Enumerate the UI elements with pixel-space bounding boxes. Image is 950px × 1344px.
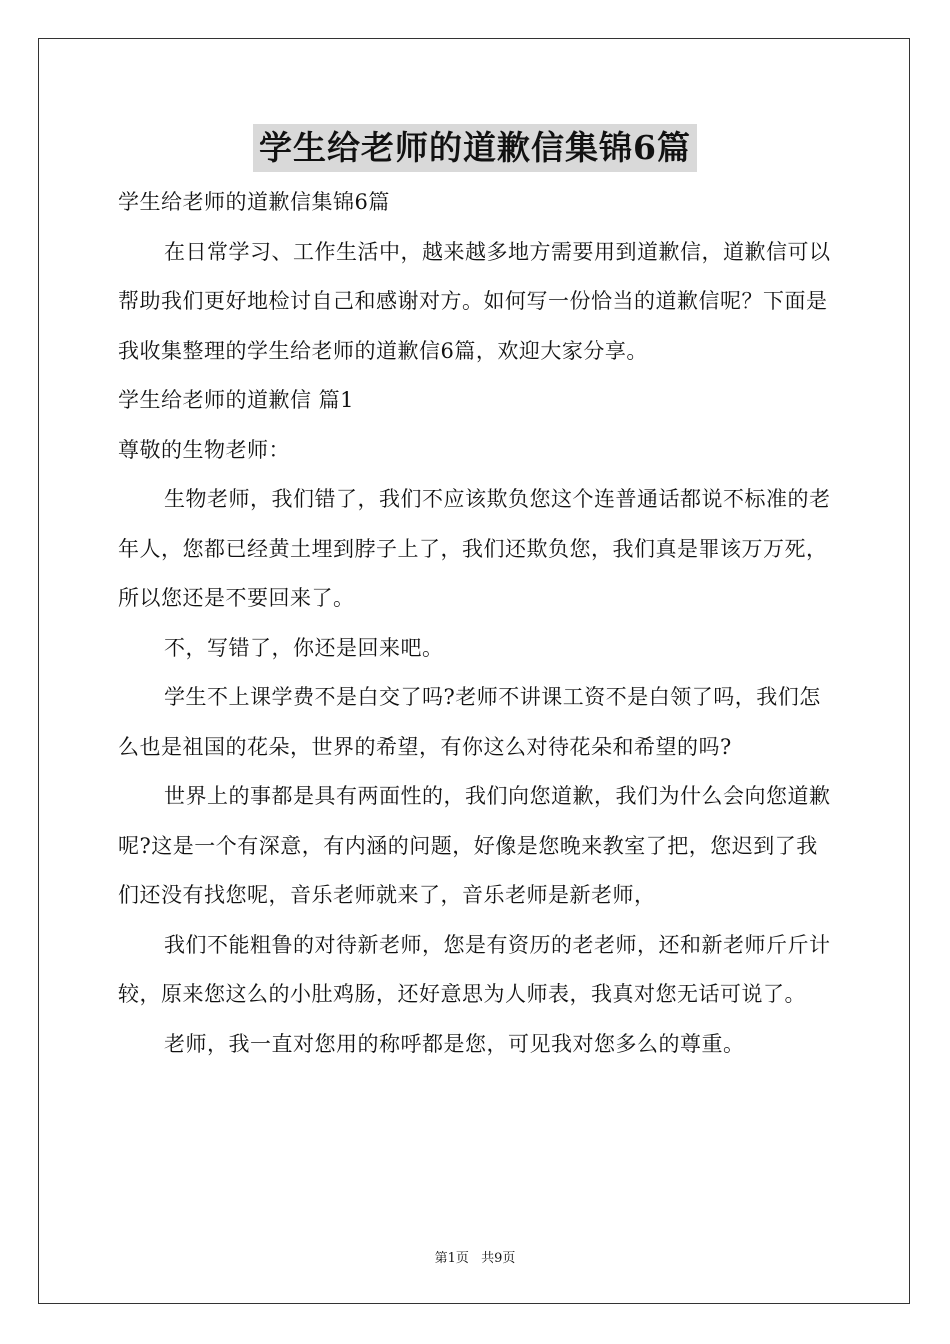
salutation: 尊敬的生物老师：	[118, 437, 290, 462]
page-total: 共9页	[481, 1251, 516, 1266]
paragraph: 学生不上课学费不是白交了吗?老师不讲课工资不是白领了吗，我们怎么也是祖国的花朵，世界的希望，有你这么对待花朵和希望的吗?	[118, 685, 821, 759]
paragraph: 老师，我一直对您用的称呼都是您，可见我对您多么的尊重。	[164, 1031, 745, 1056]
document-body	[118, 178, 834, 1069]
paragraph: 世界上的事都是具有两面性的，我们向您道歉，我们为什么会向您道歉呢?这是一个有深意，有内涵的问题，好像是您晚来教室了把，您迟到了我们还没有找您呢，音乐老师就来了，音乐老师是新老师，	[118, 784, 831, 907]
section-heading: 学生给老师的道歉信 篇1	[118, 388, 355, 412]
paragraph: 生物老师，我们错了，我们不应该欺负您这个连普通话都说不标准的老年人，您都已经黄土埋到脖子上了，我们还欺负您，我们真是罪该万万死，所以您还是不要回来了。	[118, 487, 831, 610]
title-container	[0, 124, 950, 172]
page-number: 第1页	[434, 1251, 469, 1266]
page-footer	[0, 1247, 950, 1266]
paragraph: 我们不能粗鲁的对待新老师，您是有资历的老老师，还和新老师斤斤计较，原来您这么的小肚鸡肠，还好意思为人师表，我真对您无话可说了。	[118, 932, 831, 1006]
paragraph: 不，写错了，你还是回来吧。	[164, 635, 444, 660]
document-title: 学生给老师的道歉信集锦6篇	[253, 124, 697, 172]
paragraph: 学生给老师的道歉信集锦6篇	[118, 190, 390, 214]
paragraph: 在日常学习、工作生活中，越来越多地方需要用到道歉信，道歉信可以帮助我们更好地检讨自己和感谢对方。如何写一份恰当的道歉信呢？下面是我收集整理的学生给老师的道歉信6篇，欢迎大家分享。	[118, 239, 831, 363]
